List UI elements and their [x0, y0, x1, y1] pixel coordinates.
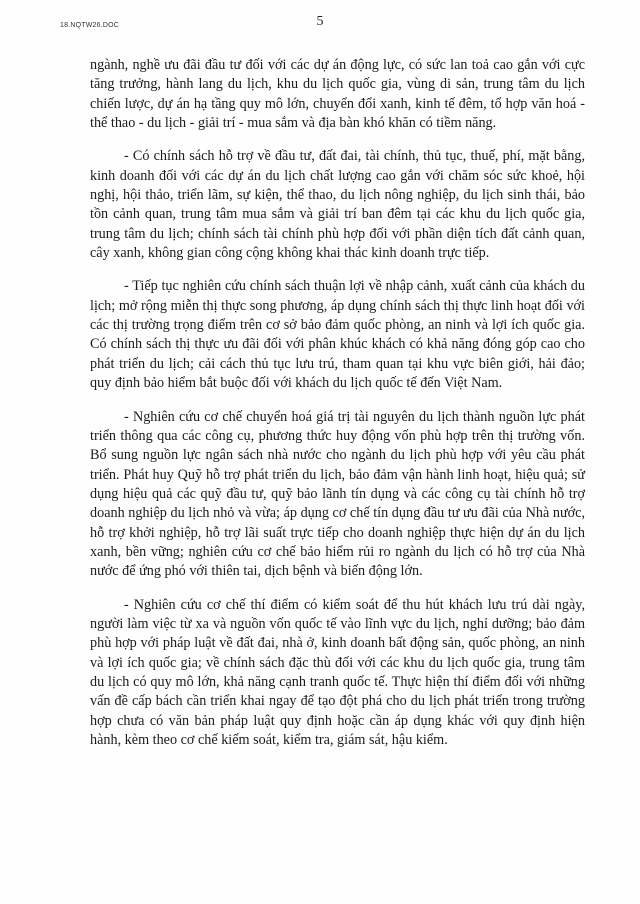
document-code: 18.NQTW26.DOC [60, 22, 119, 29]
paragraph-financial-resources: - Nghiên cứu cơ chế chuyển hoá giá trị tài nguyên du lịch thành nguồn lực phát triển thông qua các công cụ, phương thức huy động vốn phù hợp trên thị trường vốn. Bổ sung nguồn lực ngân sách nhà nước cho ngành du lịch phù hợp với yêu cầu phát triển. Phát huy Quỹ hỗ trợ phát triển du lịch, bảo đảm vận hành linh hoạt, hiệu quả; sử dụng hiệu quả các quỹ đầu tư, quỹ bảo lãnh tín dụng và các công cụ tài chính hỗ trợ doanh nghiệp du lịch nhỏ và vừa; áp dụng cơ chế tín dụng đầu tư ưu đãi của Nhà nước, hỗ trợ khởi nghiệp, hỗ trợ lãi suất trực tiếp cho doanh nghiệp thực hiện dự án du lịch xanh, bền vững; nghiên cứu cơ chế bảo hiểm rủi ro ngành du lịch có hỗ trợ của Nhà nước để ứng phó với thiên tai, dịch bệnh và biến động lớn. [90, 408, 585, 580]
paragraph-visa-policy: - Tiếp tục nghiên cứu chính sách thuận lợi về nhập cảnh, xuất cảnh của khách du lịch; mở rộng miễn thị thực song phương, áp dụng chính sách thị thực linh hoạt đối với các thị trường trọng điểm trên cơ sở bảo đảm quốc phòng, an ninh và lợi ích quốc gia. Có chính sách thị thực ưu đãi đối với phân khúc khách có khả năng đóng góp cao cho phát triển du lịch; cải cách thủ tục lưu trú, tham quan tại khu vực biên giới, hải đảo; quy định bảo hiểm bắt buộc đối với khách du lịch quốc tế đến Việt Nam. [90, 278, 585, 392]
page-number: 5 [316, 14, 324, 29]
paragraph-pilot-mechanism: - Nghiên cứu cơ chế thí điểm có kiểm soát để thu hút khách lưu trú dài ngày, người làm việc từ xa và nguồn vốn quốc tế vào lĩnh vực du lịch, nghỉ dưỡng; bảo đảm phù hợp với pháp luật về đất đai, nhà ở, kinh doanh bất động sản, quốc phòng, an ninh và lợi ích quốc gia; về chính sách đặc thù đối với các khu du lịch quốc gia, trung tâm du lịch có quy mô lớn, khả năng cạnh tranh quốc tế. Thực hiện thí điểm đối với những vấn đề cấp bách cần triển khai ngay để tạo đột phá cho du lịch phát triển trong trường hợp chưa có văn bản pháp luật quy định hoặc cần áp dụng khác với quy định hiện hành, kèm theo cơ chế kiểm soát, kiểm tra, giám sát, hậu kiểm. [90, 596, 585, 748]
paragraph-support-policy: - Có chính sách hỗ trợ về đầu tư, đất đai, tài chính, thủ tục, thuế, phí, mặt bằng, kinh doanh đối với các dự án du lịch chất lượng cao gắn với chăm sóc sức khoẻ, hội nghị, hội thảo, triển lãm, sự kiện, thể thao, du lịch nông nghiệp, du lịch sinh thái, bảo tồn cảnh quan, trung tâm mua sắm và giải trí ban đêm tại các khu du lịch quốc gia, trung tâm du lịch; chính sách tài chính phù hợp đối với phần diện tích đất cảnh quan, cây xanh, không gian công cộng không khai thác kinh doanh trực tiếp. [90, 148, 585, 262]
paragraph-continuation: ngành, nghề ưu đãi đầu tư đối với các dự án động lực, có sức lan toả cao gắn với cực tăng trưởng, hành lang du lịch, khu du lịch quốc gia, vùng di sản, trung tâm du lịch chiến lược, dự án hạ tầng quy mô lớn, chuyển đổi xanh, kinh tế đêm, tổ hợp văn hoá - thể thao - du lịch - giải trí - mua sắm và địa bàn khó khăn có tiềm năng. [90, 57, 585, 132]
body-text [90, 56, 585, 764]
